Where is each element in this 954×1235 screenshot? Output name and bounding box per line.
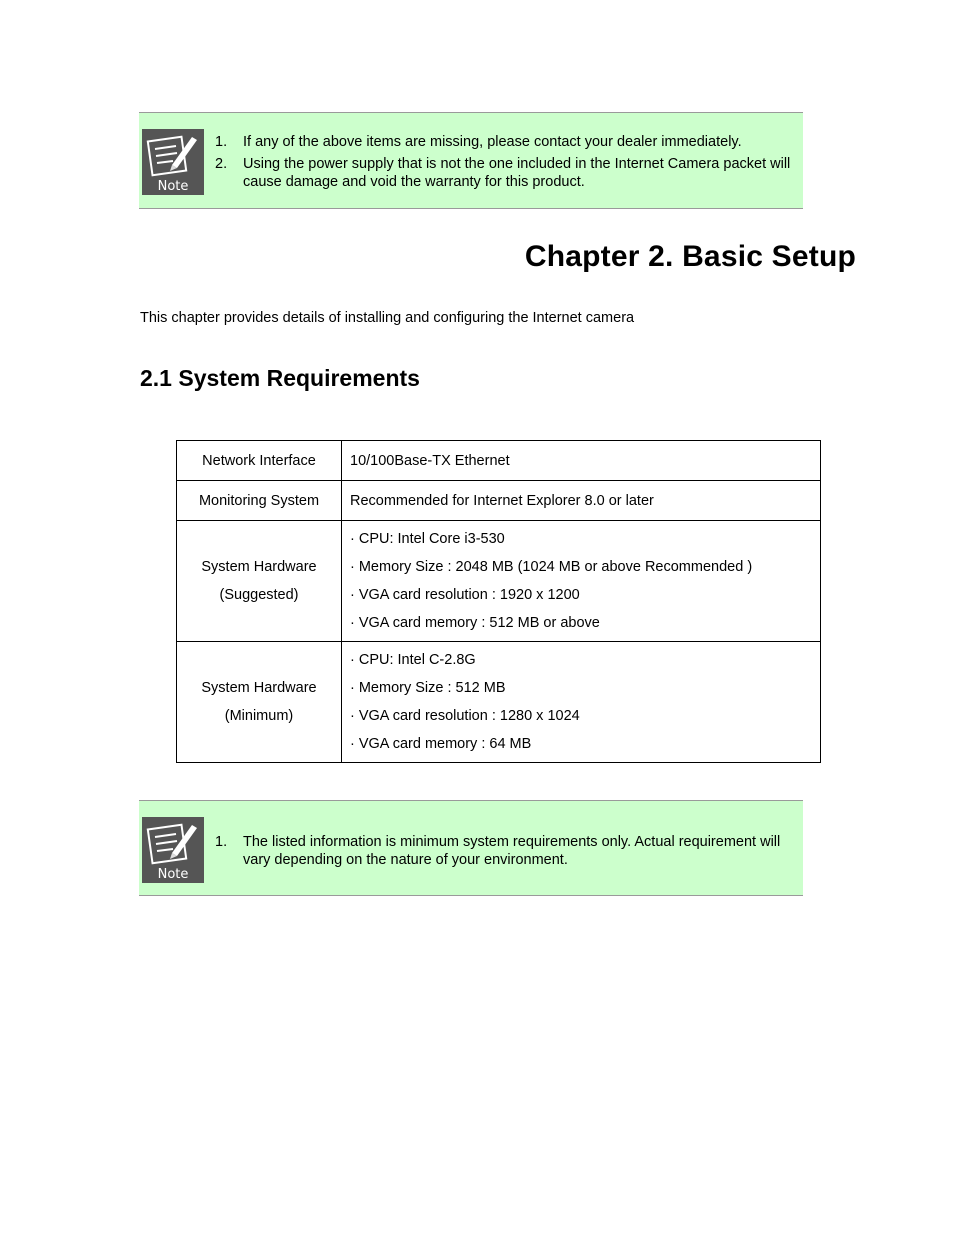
table-row	[177, 441, 821, 481]
table-row	[177, 481, 821, 521]
note-box	[139, 800, 803, 896]
note-list	[215, 133, 797, 195]
table-row	[177, 521, 821, 642]
note-label: Note	[157, 867, 189, 882]
note-list	[215, 833, 797, 873]
row-value: 10/100Base-TX Ethernet	[342, 441, 821, 481]
row-label: Monitoring System	[177, 481, 342, 521]
chapter-title: Chapter 2. Basic Setup	[524, 240, 856, 273]
row-value: · CPU: Intel C-2.8G · Memory Size : 512 MB · VGA card resolution : 1280 x 1024 · VGA card memory : 64 MB	[342, 642, 821, 763]
row-value: · CPU: Intel Core i3-530 · Memory Size : 2048 MB (1024 MB or above Recommended ) · VGA card resolution : 1920 x 1200 · VGA card memory : 512 MB or above	[342, 521, 821, 642]
row-label: System Hardware (Suggested)	[177, 521, 342, 642]
row-value: Recommended for Internet Explorer 8.0 or later	[342, 481, 821, 521]
list-item: 2. Using the power supply that is not the one included in the Internet Camera packet will cause damage and void the warranty for this product.	[215, 156, 791, 190]
intro-paragraph: This chapter provides details of installing and configuring the Internet camera	[140, 310, 635, 326]
note-icon	[142, 129, 204, 195]
section-title: 2.1 System Requirements	[140, 365, 420, 391]
list-item: 1. The listed information is minimum system requirements only. Actual requirement will vary depending on the nature of your environment.	[215, 834, 781, 868]
note-label: Note	[157, 179, 189, 194]
list-item: 1. If any of the above items are missing, please contact your dealer immediately.	[215, 134, 742, 150]
row-label: Network Interface	[177, 441, 342, 481]
requirements-table	[176, 440, 821, 763]
row-label: System Hardware (Minimum)	[177, 642, 342, 763]
note-box	[139, 112, 803, 209]
table-row	[177, 642, 821, 763]
note-icon	[142, 817, 204, 883]
